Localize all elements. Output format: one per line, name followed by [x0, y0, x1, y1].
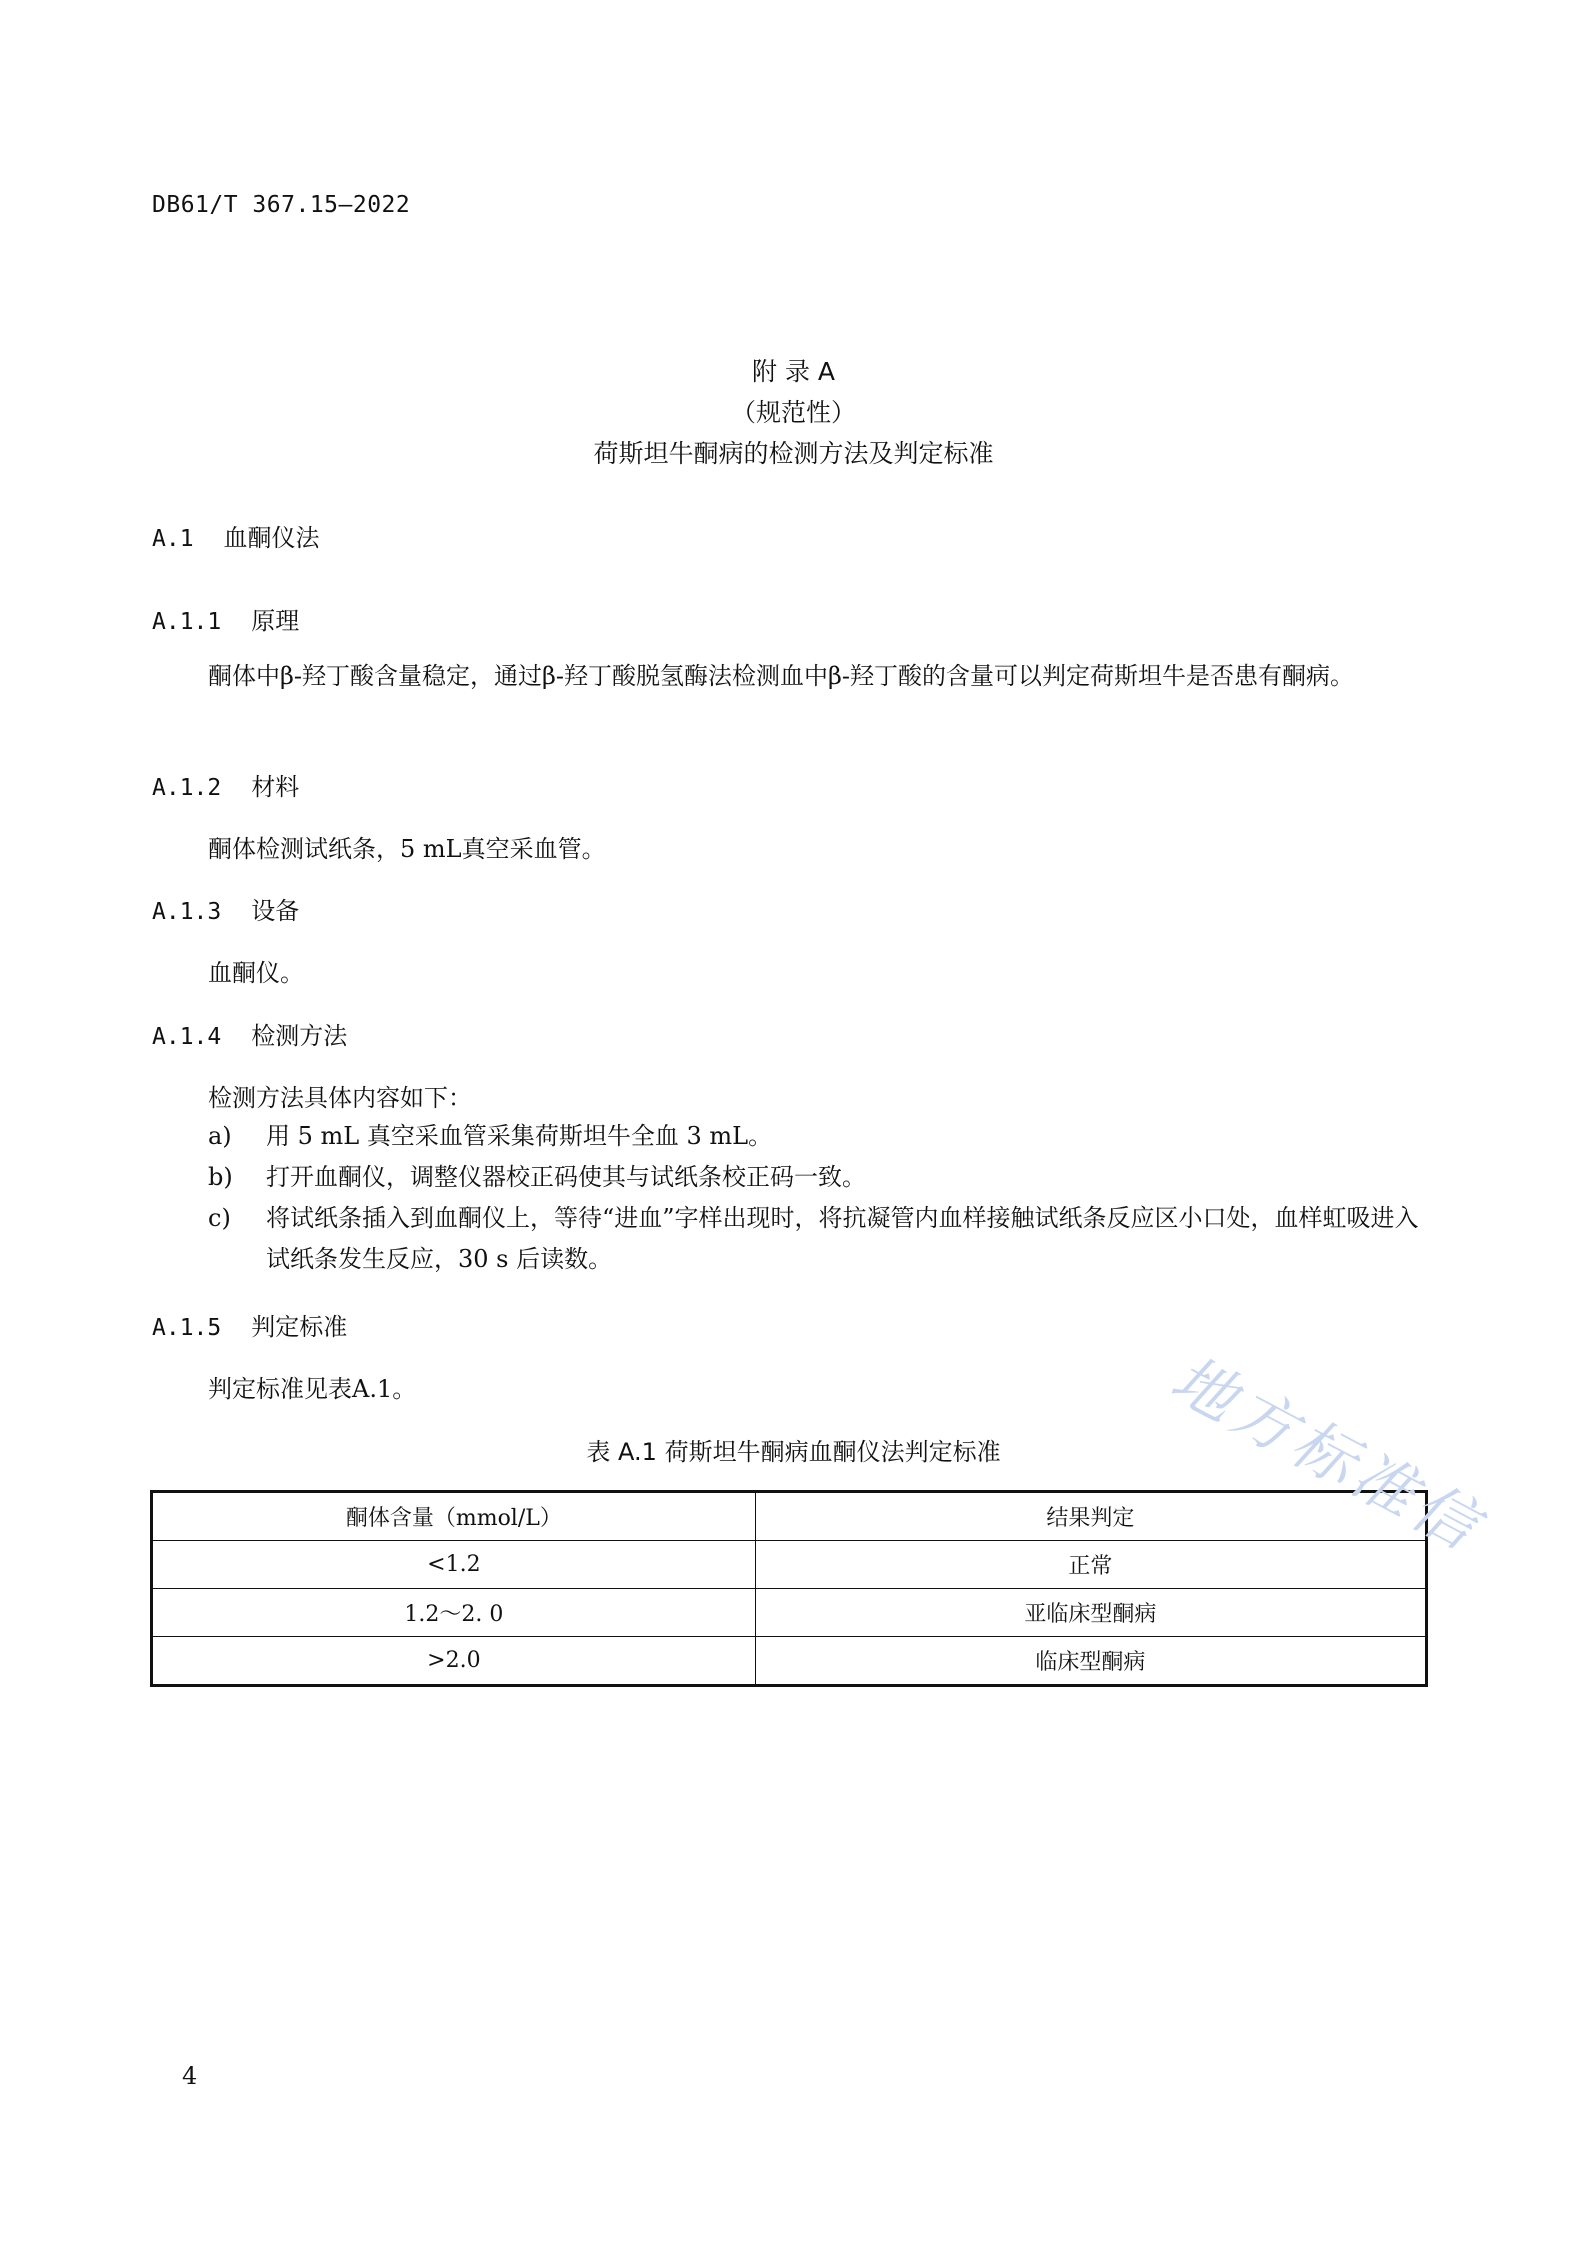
table-header-cell: 结果判定	[755, 1492, 1426, 1541]
table-cell: <1.2	[152, 1541, 756, 1589]
section-a14-title: 检测方法	[251, 1022, 348, 1050]
list-marker: c)	[208, 1204, 231, 1232]
table-cell: 1.2～2. 0	[152, 1589, 756, 1637]
section-a12-title: 材料	[251, 773, 300, 801]
list-text: 打开血酮仪，调整仪器校正码使其与试纸条校正码一致。	[266, 1163, 866, 1191]
list-text: 将试纸条插入到血酮仪上，等待“进血”字样出现时，将抗凝管内血样接触试纸条反应区小口处，血样虹吸进入试纸条发生反应，30 s 后读数。	[266, 1204, 1419, 1273]
list-text: 用 5 mL 真空采血管采集荷斯坦牛全血 3 mL。	[266, 1122, 773, 1150]
section-a13-title: 设备	[251, 897, 300, 925]
criteria-table	[150, 1490, 1428, 1687]
section-a13-heading	[152, 891, 299, 926]
section-a12-number: A.1.2	[152, 775, 222, 801]
section-a12-text: 酮体检测试纸条，5 mL真空采血管。	[208, 835, 606, 863]
table-cell: 临床型酮病	[755, 1637, 1426, 1686]
section-a12-heading	[152, 767, 299, 802]
page-number: 4	[182, 2062, 198, 2090]
list-item	[208, 1198, 1438, 1280]
section-a15-number: A.1.5	[152, 1315, 222, 1341]
section-a11-number: A.1.1	[152, 609, 222, 635]
table-cell: 正常	[755, 1541, 1426, 1589]
section-a1-heading	[152, 518, 320, 553]
appendix-type: （规范性）	[730, 398, 856, 427]
section-a1-number: A.1	[152, 526, 194, 552]
table-row	[152, 1589, 1427, 1637]
list-marker: b)	[208, 1163, 233, 1191]
section-a13-number: A.1.3	[152, 899, 222, 925]
section-a1-title: 血酮仪法	[223, 524, 320, 552]
table-cell: >2.0	[152, 1637, 756, 1686]
table-header-row	[152, 1492, 1427, 1541]
section-a15-title: 判定标准	[251, 1313, 348, 1341]
table-cell: 亚临床型酮病	[755, 1589, 1426, 1637]
document-code: DB61/T 367.15—2022	[152, 192, 411, 218]
section-a15-text: 判定标准见表A.1。	[208, 1375, 417, 1403]
list-marker: a)	[208, 1122, 232, 1150]
section-a13-text: 血酮仪。	[208, 959, 304, 987]
section-a11-text: 酮体中β-羟丁酸含量稳定，通过β-羟丁酸脱氢酶法检测血中β-羟丁酸的含量可以判定荷斯坦牛是否患有酮病。	[208, 662, 1354, 690]
section-a11-heading	[152, 601, 299, 636]
appendix-label: 附 录 A	[752, 357, 835, 386]
section-a14-intro: 检测方法具体内容如下：	[208, 1084, 472, 1112]
watermark: 地方标准信	[1159, 1341, 1495, 1566]
table-header-cell: 酮体含量（mmol/L）	[152, 1492, 756, 1541]
section-a14-number: A.1.4	[152, 1024, 222, 1050]
table-row	[152, 1637, 1427, 1686]
appendix-title: 荷斯坦牛酮病的检测方法及判定标准	[593, 439, 994, 468]
table-caption: 表 A.1 荷斯坦牛酮病血酮仪法判定标准	[586, 1438, 1001, 1466]
section-a11-title: 原理	[251, 607, 300, 635]
section-a15-heading	[152, 1307, 347, 1342]
table-row	[152, 1541, 1427, 1589]
section-a14-heading	[152, 1016, 347, 1051]
